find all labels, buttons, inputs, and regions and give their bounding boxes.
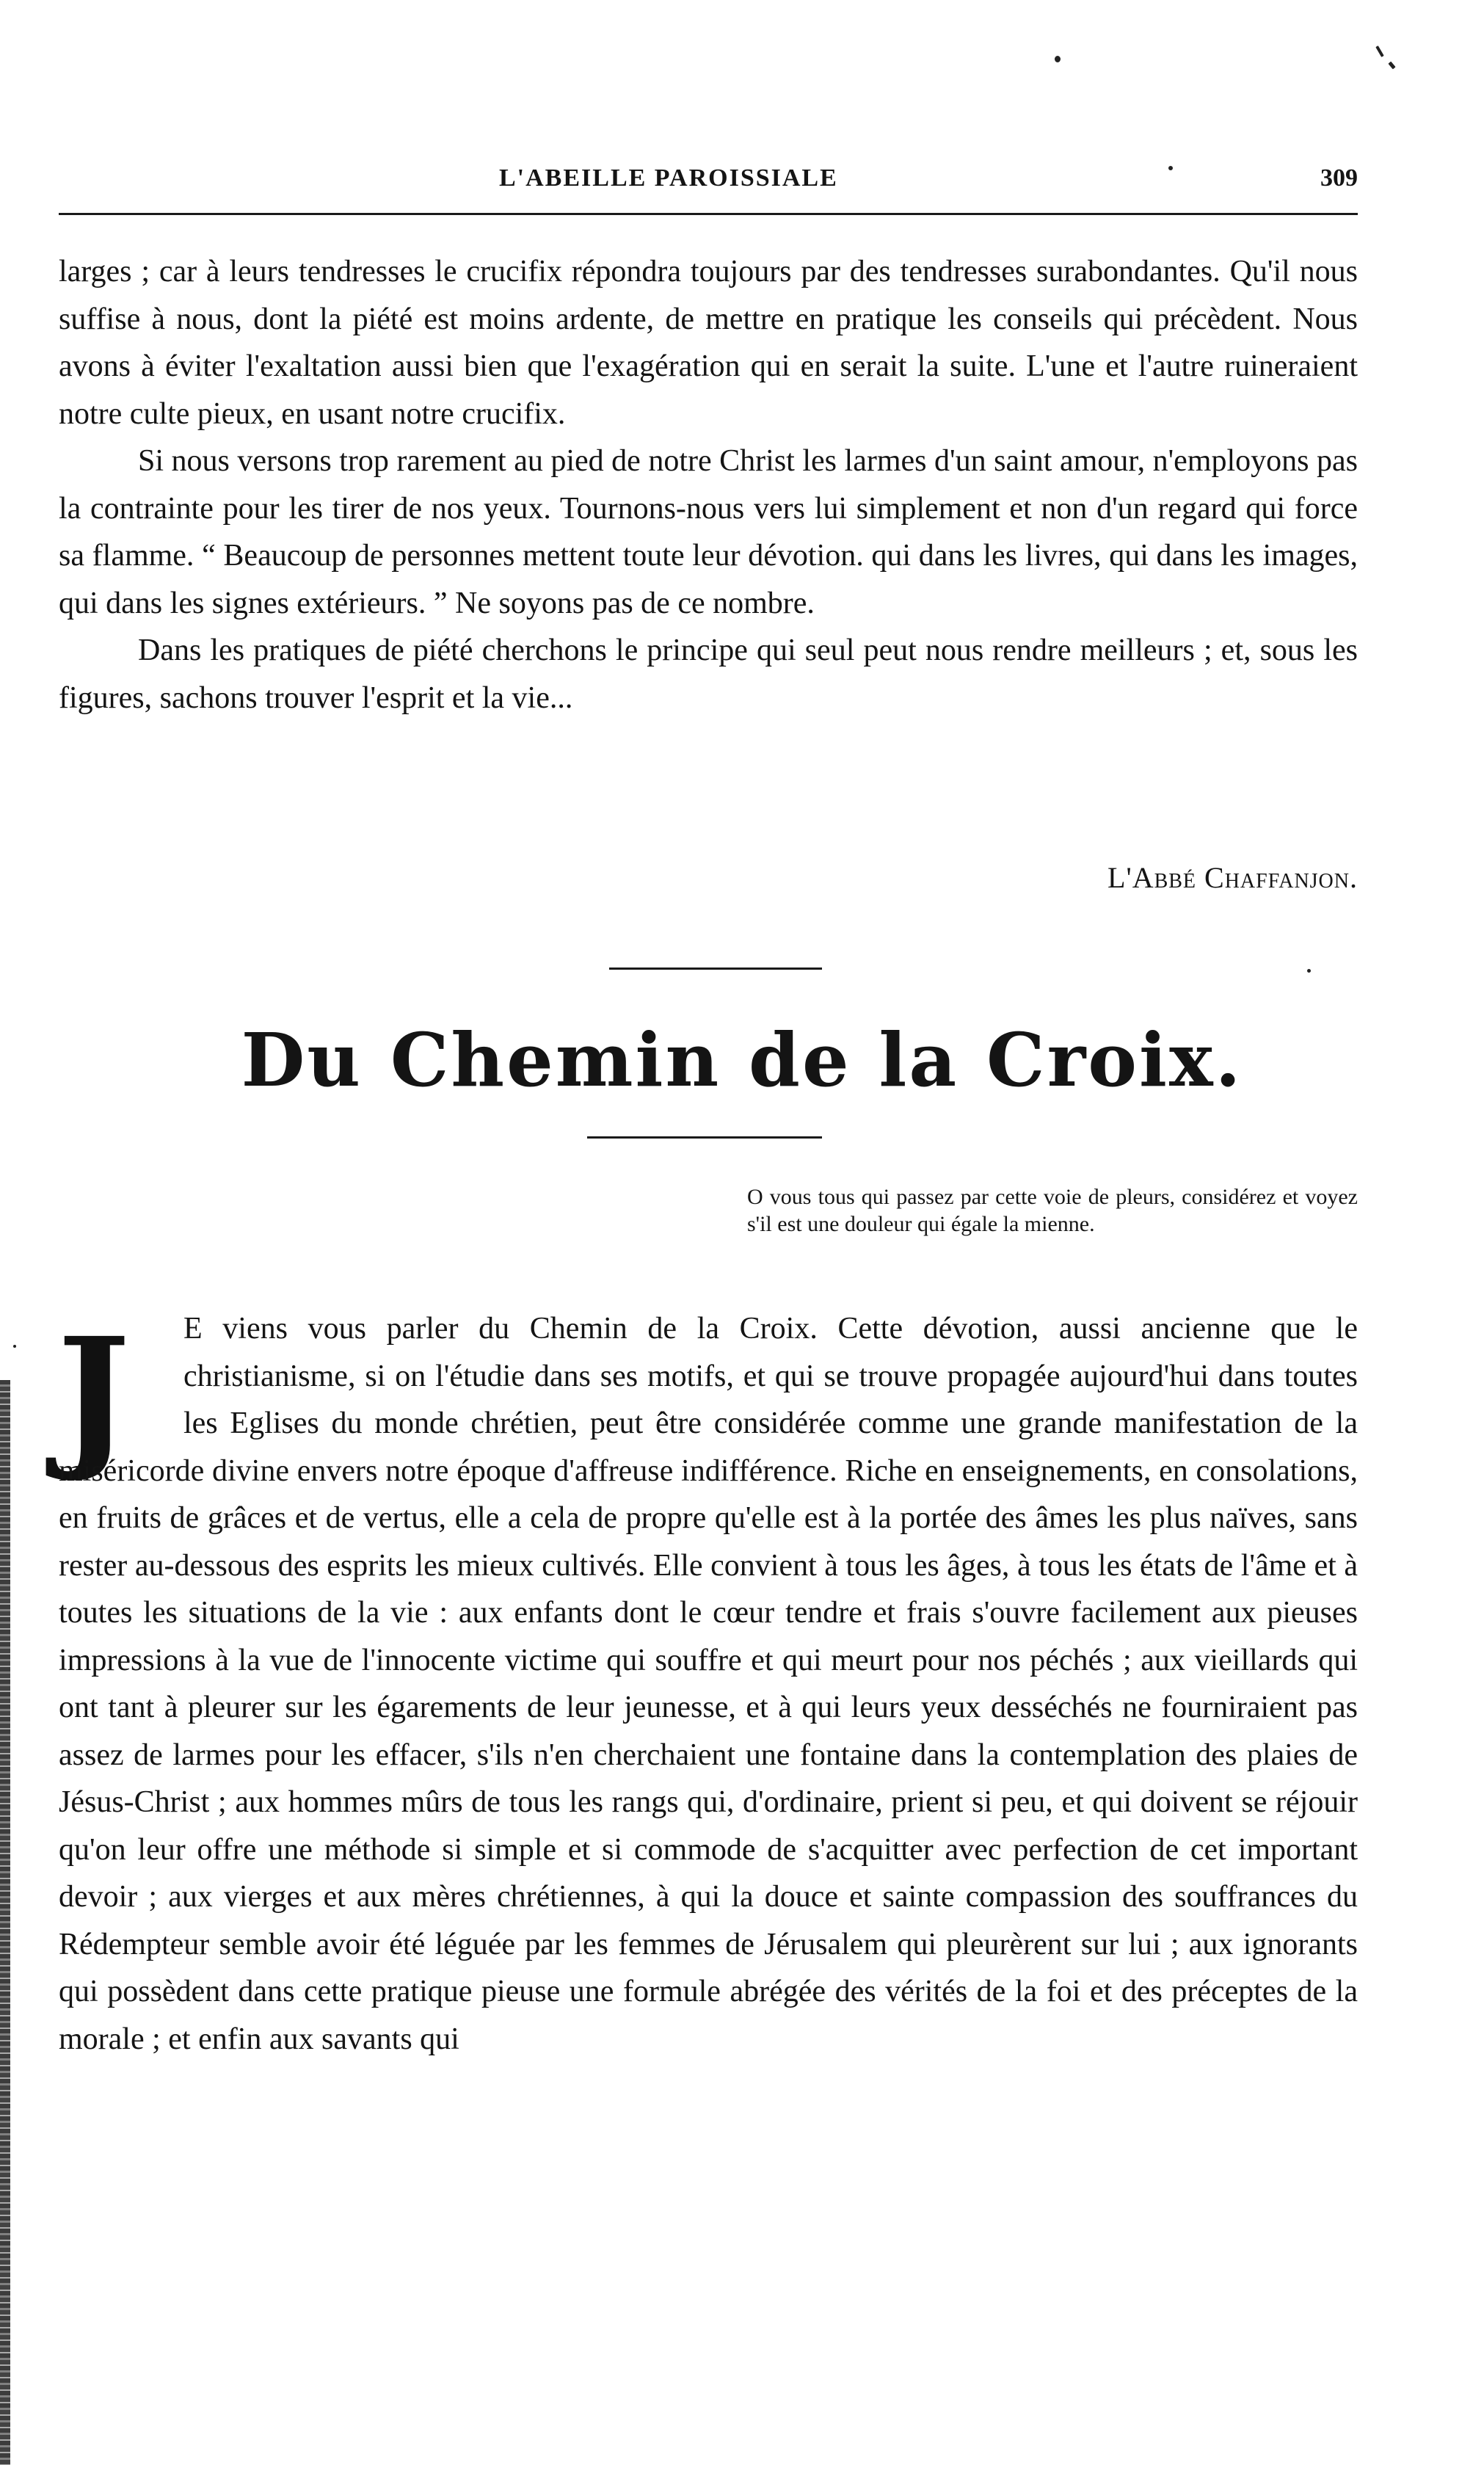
previous-article-text — [59, 248, 1358, 722]
scan-speck — [1388, 62, 1395, 70]
drop-cap-letter: J — [57, 1304, 131, 1485]
article-title: Du Chemin de la Croix. — [241, 1017, 1243, 1103]
paragraph: larges ; car à leurs tendresses le crucifix répondra toujours par des tendresses surabondantes. Qu'il nous suffise à nous, dont la piété est moins ardente, de mettre en pratique les conseils qui précèdent. Nous avons à éviter l'exaltation aussi bien que l'exagération qui en serait la suite. L'une et l'autre ruineraient notre culte pieux, en usant notre crucifix. — [59, 255, 1358, 431]
author-signature: L'Abbé Chaffanjon. — [1107, 861, 1358, 894]
binding-edge — [0, 1380, 10, 2465]
scan-speck — [1307, 969, 1311, 973]
body-paragraph — [59, 1305, 1358, 2063]
paragraph: Dans les pratiques de piété cherchons le principe qui seul peut nous rendre meilleurs ; et, sous les figures, sachons trouver l'esprit et la vie... — [59, 634, 1358, 715]
running-title: L'ABEILLE PAROISSIALE — [499, 164, 838, 192]
paragraph: Si nous versons trop rarement au pied de notre Christ les larmes d'un saint amour, n'employons pas la contrainte pour les tirer de nos yeux. Tournons-nous vers lui simplement et non d'un regard qui force sa flamme. “ Beaucoup de personnes mettent toute leur dévotion. qui dans les livres, qui dans les images, qui dans les signes extérieurs. ” Ne soyons pas de ce nombre. — [59, 444, 1358, 620]
scan-speck — [1375, 46, 1383, 57]
header-rule — [59, 213, 1358, 215]
body-text: E viens vous parler du Chemin de la Croix. Cette dévotion, aussi ancienne que le christianisme, si on l'étudie dans ses motifs, et qui se trouve propagée aujourd'hui dans toutes les Eglises du monde chrétien, peut être considérée comme une grande manifestation de la miséricorde divine envers notre époque d'affreuse indifférence. Riche en enseignements, en consolations, en fruits de grâces et de vertus, elle a cela de propre qu'elle est à la portée des âmes les plus naïves, sans rester au-dessous des esprits les mieux cultivés. Elle convient à tous les âges, à tous les états de l'âme et à toutes les situations de la vie : aux enfants dont le cœur tendre et frais s'ouvre facilement aux pieuses impressions à la vue de l'innocente victime qui souffre et qui meurt pour nos péchés ; aux vieillards qui ont tant à pleurer sur les égarements de leur jeunesse, et à qui leurs yeux desséchés ne fourniraient pas assez de larmes pour les effacer, s'ils n'en cherchaient une fontaine dans la contemplation des plaies de Jésus-Christ ; aux hommes mûrs de tous les rangs qui, d'ordinaire, prient si peu, et qui doivent se réjouir qu'on leur offre une méthode si simple et si commode de s'acquitter avec perfection de cet important devoir ; aux vierges et aux mères chrétiennes, à qui la douce et sainte compassion des souffrances du Rédempteur semble avoir été léguée par les femmes de Jérusalem qui pleurèrent sur lui ; aux ignorants qui possèdent dans cette pratique pieuse une formule abrégée des vérités de la foi et des préceptes de la morale ; et enfin aux savants qui — [59, 1312, 1358, 2056]
page-number: 309 — [1320, 164, 1358, 192]
section-divider — [609, 968, 822, 970]
title-underline — [587, 1136, 822, 1139]
epigraph: O vous tous qui passez par cette voie de pleurs, considérez et voyez s'il est une douleur qui égale la mienne. — [747, 1185, 1358, 1236]
scan-speck — [13, 1345, 16, 1348]
scan-speck — [1055, 56, 1061, 62]
drop-cap-spacer — [59, 1305, 183, 1445]
running-head — [59, 160, 1358, 204]
article-body — [59, 1305, 1358, 2063]
